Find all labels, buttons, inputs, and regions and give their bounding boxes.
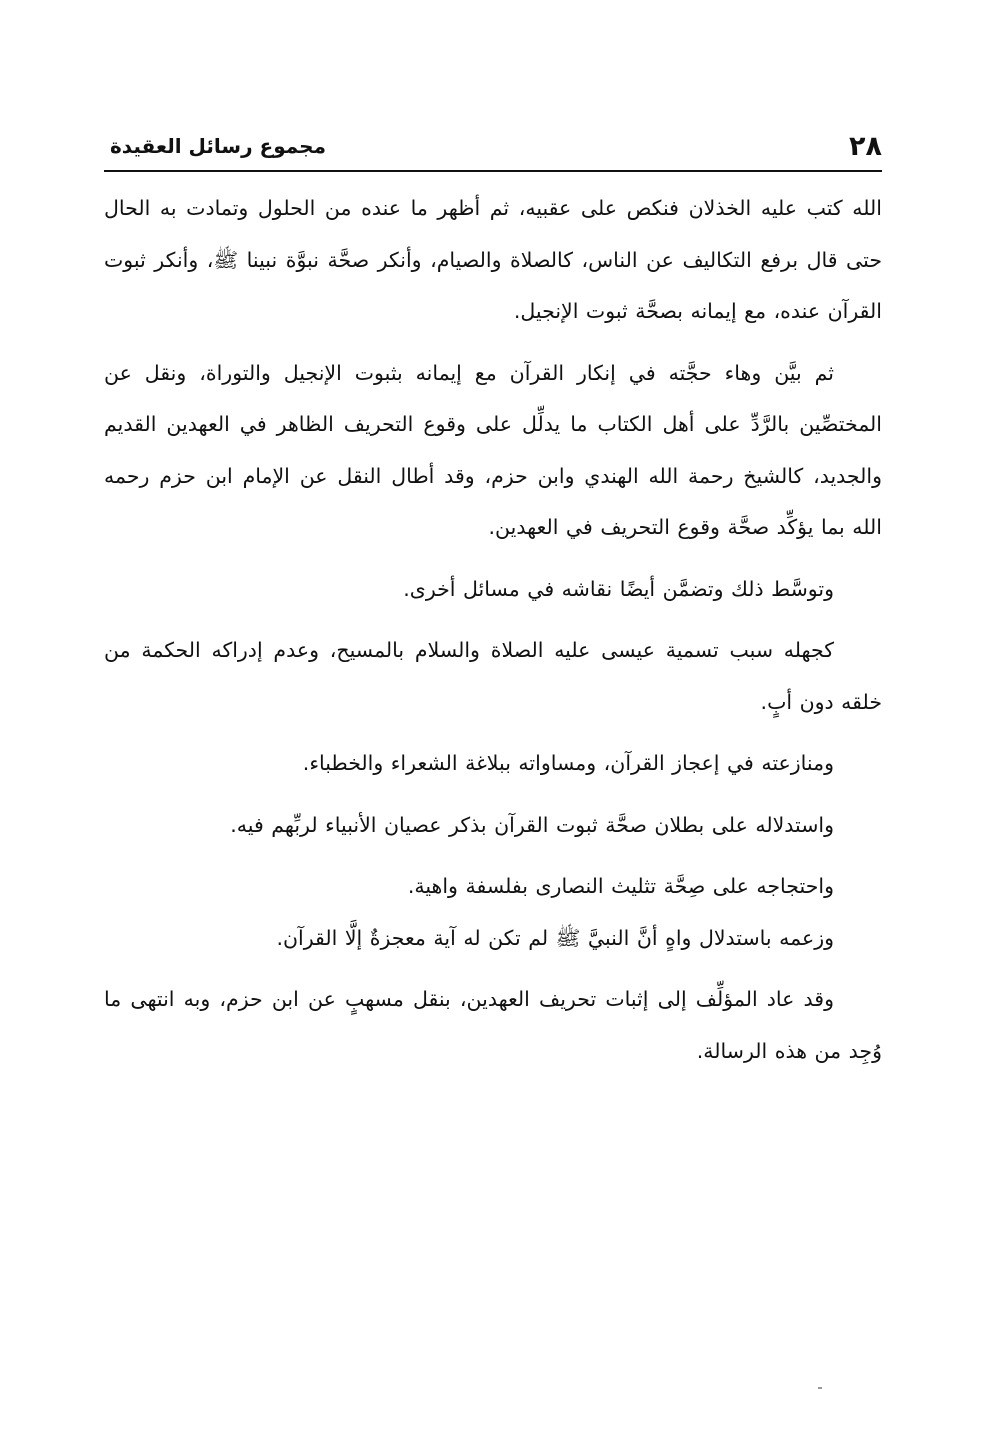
- paragraph: ومنازعته في إعجاز القرآن، ومساواته ببلاغة الشعراء والخطباء.: [302, 751, 834, 775]
- paragraph-gap: [104, 790, 882, 800]
- paragraph-gap: [104, 338, 882, 348]
- running-title: مجموع رسائل العقيدة: [110, 134, 326, 158]
- page-body: [104, 183, 882, 1077]
- paragraph: وقد عاد المؤلِّف إلى إثبات تحريف العهدين، بنقل مسهبٍ عن ابن حزم، وبه انتهى ما وُجِد من هذه الرسالة.: [104, 987, 882, 1063]
- paragraph-gap: [104, 554, 882, 564]
- paragraph: ثم بيَّن وهاء حجَّته في إنكار القرآن مع إيمانه بثبوت الإنجيل والتوراة، ونقل عن المختصِّين بالرَّدِّ على أهل الكتاب ما يدلِّل على وقوع التحريف الظاهر في العهدين القديم والجديد، كالشيخ رحمة الله الهندي وابن حزم، وقد أطال النقل عن الإمام ابن حزم رحمه الله بما يؤكِّد صحَّة وقوع التحريف في العهدين.: [104, 360, 882, 539]
- paragraph-gap: [104, 851, 882, 861]
- paragraph-gap: [104, 728, 882, 738]
- paragraph: وتوسَّط ذلك وتضمَّن أيضًا نقاشه في مسائل أخرى.: [403, 576, 834, 601]
- paragraph: واستدلاله على بطلان صحَّة ثبوت القرآن بذكر عصيان الأنبياء لربِّهم فيه.: [230, 812, 834, 837]
- paragraph-gap: [104, 964, 882, 974]
- header-rule: [104, 170, 882, 172]
- page-number: ٢٨: [849, 130, 882, 162]
- paragraph-gap: [104, 615, 882, 625]
- paragraph: كجهله سبب تسمية عيسى عليه الصلاة والسلام بالمسيح، وعدم إدراكه الحكمة من خلقه دون أبٍ.: [104, 638, 882, 714]
- paragraph: وزعمه باستدلال واهٍ أنَّ النبيَّ ﷺ لم تكن له آية معجزةٌ إلَّا القرآن.: [276, 925, 834, 950]
- page-header: [110, 126, 882, 166]
- paragraph: واحتجاجه على صِحَّة تثليث النصارى بفلسفة واهية.: [407, 874, 834, 898]
- scan-speck: [818, 1387, 822, 1389]
- paragraph: الله كتب عليه الخذلان فنكص على عقبيه، ثم أظهر ما عنده من الحلول وتمادت به الحال حتى قال برفع التكاليف عن الناس، كالصلاة والصيام، وأنكر صحَّة نبوَّة نبينا ﷺ، وأنكر ثبوت القرآن عنده، مع إيمانه بصحَّة ثبوت الإنجيل.: [104, 196, 882, 323]
